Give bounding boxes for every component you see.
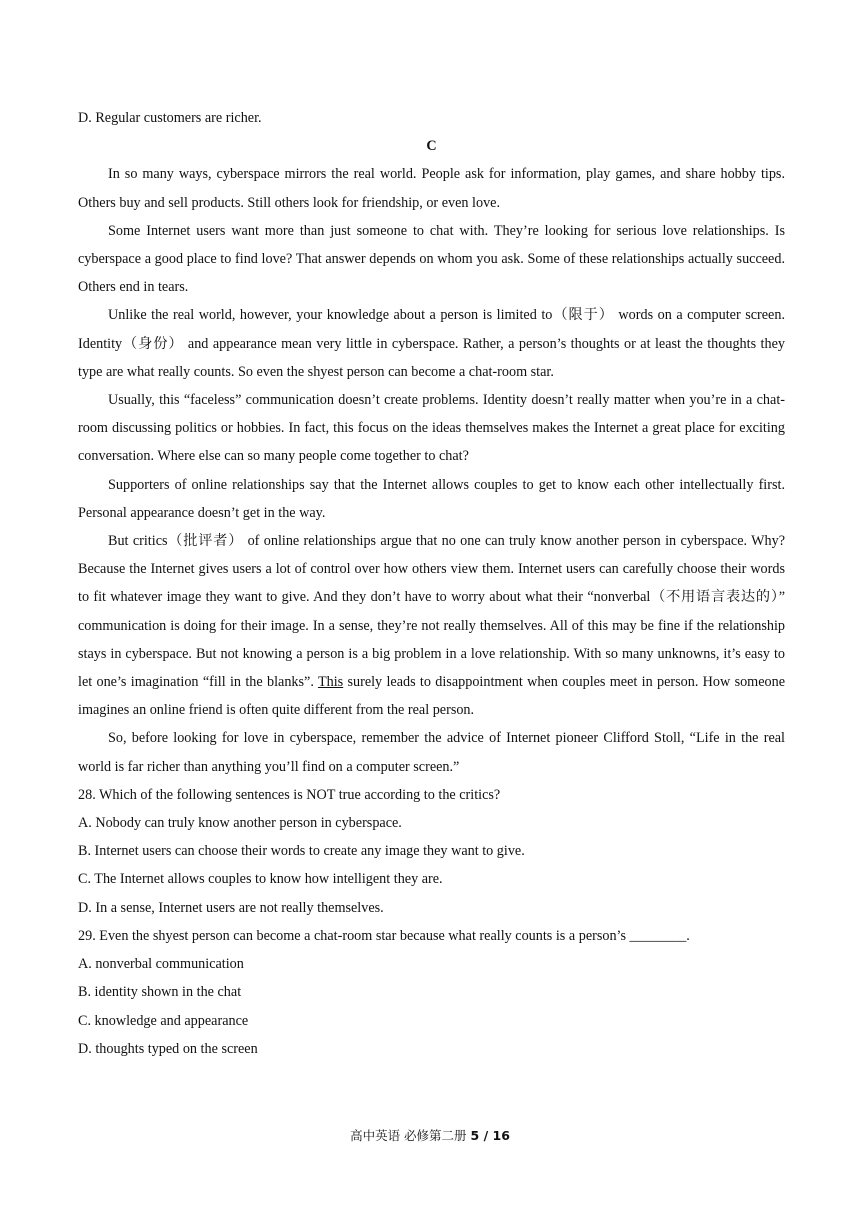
passage-paragraph-3: Unlike the real world, however, your knowledge about a person is limited to（限于） words on a computer screen. Identity（身份） and appearance mean very little in cyberspace. Rather, a person’s thoughts or at least the thoughts they type are what really counts. So even the shyest person can become a chat-room star. <box>78 307 785 380</box>
footer-course-label: 高中英语 必修第二册 <box>350 1128 467 1143</box>
document-page <box>78 104 785 1063</box>
page-footer <box>0 1126 860 1144</box>
question-29-option-b: B. identity shown in the chat <box>78 984 242 1001</box>
passage-paragraph-2: Some Internet users want more than just someone to chat with. They’re looking for serious love relationships. Is cyberspace a good place to find love? That answer depends on whom you ask. Some of these relationships actually succeed. Others end in tears. <box>78 222 785 296</box>
passage-paragraph-6 <box>78 527 785 724</box>
question-28-option-d: D. In a sense, Internet users are not really themselves. <box>78 899 384 916</box>
question-28-option-a: A. Nobody can truly know another person in cyberspace. <box>78 815 402 832</box>
paragraph-6-text-before: But critics（批评者） of online relationships argue that no one can truly know another person in cyberspace. Why? Because the Internet gives users a lot of control over how others view them. Internet users can carefully choose their words to fit whatever image they want to give. And they don’t have to worry about what their “nonverbal（不用语言表达的）” communication is doing for their image. In a sense, they’re not really themselves. All of this may be fine if the relationship stays in cyberspace. But not knowing a person is a big problem in a love relationship. With so many unknowns, it’s easy to let one’s imagination “fill in the blanks”. <box>78 533 785 691</box>
question-28-stem: 28. Which of the following sentences is NOT true according to the critics? <box>78 786 501 803</box>
question-29-option-c: C. knowledge and appearance <box>78 1012 249 1029</box>
question-28-option-b: B. Internet users can choose their words to create any image they want to give. <box>78 843 525 860</box>
passage-paragraph-1: In so many ways, cyberspace mirrors the real world. People ask for information, play games, and share hobby tips. Others buy and sell products. Still others look for friendship, or even love. <box>78 166 785 211</box>
passage-paragraph-5: Supporters of online relationships say that the Internet allows couples to get to know each other intellectually first. Personal appearance doesn’t get in the way. <box>78 476 785 521</box>
passage-paragraph-7: So, before looking for love in cyberspace, remember the advice of Internet pioneer Clifford Stoll, “Life in the real world is far richer than anything you’ll find on a computer screen.” <box>78 730 785 775</box>
underlined-word-this: This <box>317 674 344 691</box>
question-29-option-d: D. thoughts typed on the screen <box>78 1040 258 1057</box>
passage-paragraph-4: Usually, this “faceless” communication doesn’t create problems. Identity doesn’t really matter when you’re in a chat-room discussing politics or hobbies. In fact, this focus on the ideas themselves makes the Internet a great place for exciting conversation. Where else can so many people come together to chat? <box>78 392 785 465</box>
question-29-stem: 29. Even the shyest person can become a chat-room star because what really counts is a person’s ________. <box>78 927 690 944</box>
section-title: C <box>426 138 437 155</box>
question-29-option-a: A. nonverbal communication <box>78 956 244 973</box>
paragraph-6-text-after: surely leads to disappointment when couples meet in person. How someone imagines an online friend is often quite different from the real person. <box>78 674 786 719</box>
question-28-option-c: C. The Internet allows couples to know how intelligent they are. <box>78 871 443 888</box>
page-number: 5 / 16 <box>470 1128 510 1143</box>
previous-question-option: D. Regular customers are richer. <box>78 110 262 126</box>
